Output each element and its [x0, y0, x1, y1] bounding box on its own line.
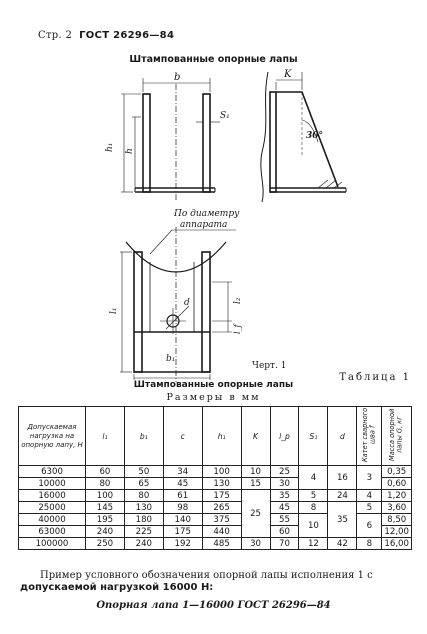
cell-c: 61 — [163, 490, 202, 502]
label-lf: l_f — [233, 324, 242, 334]
cell-s1: 5 — [299, 490, 328, 502]
table-subtitle: Размеры в мм — [166, 392, 261, 403]
cell-f: 4 — [357, 490, 382, 502]
cell-mass: 0,60 — [382, 478, 412, 490]
table-label: Таблица 1 — [339, 372, 411, 383]
page-label: Стр. 2 — [38, 30, 73, 41]
cell-d: 42 — [328, 538, 357, 550]
header-s1: S₁ — [299, 407, 328, 466]
label-l1: l₁ — [109, 307, 119, 314]
cell-b1: 80 — [124, 490, 163, 502]
cell-lp: 45 — [270, 502, 299, 514]
cell-lp: 25 — [270, 466, 299, 478]
cell-l1: 100 — [86, 490, 125, 502]
cell-mass: 1,20 — [382, 490, 412, 502]
label-l2: l₂ — [233, 297, 243, 304]
drawing-figure-1 — [0, 62, 427, 382]
cell-s1: 10 — [299, 514, 328, 538]
figure-caption: Черт. 1 — [252, 361, 287, 371]
cell-mass: 3,60 — [382, 502, 412, 514]
example-text: Пример условного обозначения опорной лапы исполнения 1 с — [40, 570, 373, 581]
cell-l1: 195 — [86, 514, 125, 526]
figure-title: Штампованные опорные лапы — [129, 54, 298, 65]
cell-h1: 265 — [202, 502, 241, 514]
header-mass: Масса опорной лапы G, кг — [388, 408, 404, 462]
label-b1: b₁ — [166, 354, 176, 364]
cell-mass: 8,50 — [382, 514, 412, 526]
cell-b1: 65 — [124, 478, 163, 490]
header-k: K — [241, 407, 270, 466]
cell-h1: 130 — [202, 478, 241, 490]
cell-lp: 70 — [270, 538, 299, 550]
cell-b1: 180 — [124, 514, 163, 526]
example-text-2: допускаемой нагрузкой 16000 Н: — [20, 582, 214, 593]
cell-f: 8 — [357, 538, 382, 550]
cell-h1: 175 — [202, 490, 241, 502]
cell-load: 63000 — [19, 526, 86, 538]
cell-mass: 16,00 — [382, 538, 412, 550]
cell-mass: 12,00 — [382, 526, 412, 538]
cell-lp: 60 — [270, 526, 299, 538]
table-row — [19, 502, 412, 514]
table-row — [19, 466, 412, 478]
label-diameter-2: аппарата — [180, 220, 228, 230]
cell-lp: 35 — [270, 490, 299, 502]
cell-l1: 80 — [86, 478, 125, 490]
cell-f: 6 — [357, 514, 382, 538]
header-h1: h₁ — [202, 407, 241, 466]
cell-h1: 100 — [202, 466, 241, 478]
header-d: d — [328, 407, 357, 466]
dimensions-table — [18, 406, 412, 550]
label-d: d — [184, 298, 190, 308]
cell-b1: 130 — [124, 502, 163, 514]
cell-d: 16 — [328, 466, 357, 490]
cell-l1: 60 — [86, 466, 125, 478]
header-l1: l₁ — [86, 407, 125, 466]
cell-lp: 30 — [270, 478, 299, 490]
header-load: Допускаемая нагрузка на опорную лапу, Н — [19, 407, 86, 466]
cell-f: 3 — [357, 466, 382, 490]
cell-c: 98 — [163, 502, 202, 514]
cell-load: 16000 — [19, 490, 86, 502]
header-lp: l_p — [270, 407, 299, 466]
cell-l1: 250 — [86, 538, 125, 550]
cell-k: 15 — [241, 478, 270, 490]
cell-k: 30 — [241, 538, 270, 550]
cell-mass: 0,35 — [382, 466, 412, 478]
table-row — [19, 490, 412, 502]
header-b1: b₁ — [124, 407, 163, 466]
cell-s1: 4 — [299, 466, 328, 490]
label-s1: S₁ — [220, 111, 230, 121]
cell-k: 25 — [241, 490, 270, 538]
cell-b1: 225 — [124, 526, 163, 538]
cell-lp: 55 — [270, 514, 299, 526]
header-c: c — [163, 407, 202, 466]
cell-c: 175 — [163, 526, 202, 538]
table-row — [19, 538, 412, 550]
cell-f: 5 — [357, 502, 382, 514]
label-b: b — [174, 72, 181, 83]
cell-h1: 375 — [202, 514, 241, 526]
cell-d: 24 — [328, 490, 357, 502]
label-diameter-1: По диаметру — [174, 209, 240, 219]
table-header-row — [19, 407, 412, 466]
standard-number: ГОСТ 26296—84 — [79, 30, 175, 41]
cell-h1: 485 — [202, 538, 241, 550]
label-angle: 30° — [306, 131, 324, 141]
cell-d: 35 — [328, 502, 357, 538]
cell-l1: 240 — [86, 526, 125, 538]
label-h: h — [125, 148, 135, 154]
cell-b1: 240 — [124, 538, 163, 550]
cell-load: 40000 — [19, 514, 86, 526]
label-h1: h₁ — [105, 142, 115, 152]
cell-k: 10 — [241, 466, 270, 478]
cell-load: 10000 — [19, 478, 86, 490]
table-title: Штампованные опорные лапы — [133, 380, 294, 390]
cell-load: 6300 — [19, 466, 86, 478]
cell-s1: 12 — [299, 538, 328, 550]
header-f: Катет сварного шва f — [360, 407, 377, 463]
cell-l1: 145 — [86, 502, 125, 514]
cell-s1: 8 — [299, 502, 328, 514]
cell-load: 100000 — [19, 538, 86, 550]
cell-h1: 440 — [202, 526, 241, 538]
cell-c: 192 — [163, 538, 202, 550]
cell-load: 25000 — [19, 502, 86, 514]
cell-c: 34 — [163, 466, 202, 478]
cell-c: 45 — [163, 478, 202, 490]
cell-b1: 50 — [124, 466, 163, 478]
example-designation: Опорная лапа 1—16000 ГОСТ 26296—84 — [96, 600, 331, 611]
cell-c: 140 — [163, 514, 202, 526]
page-header — [38, 30, 174, 41]
label-k: K — [284, 69, 292, 80]
